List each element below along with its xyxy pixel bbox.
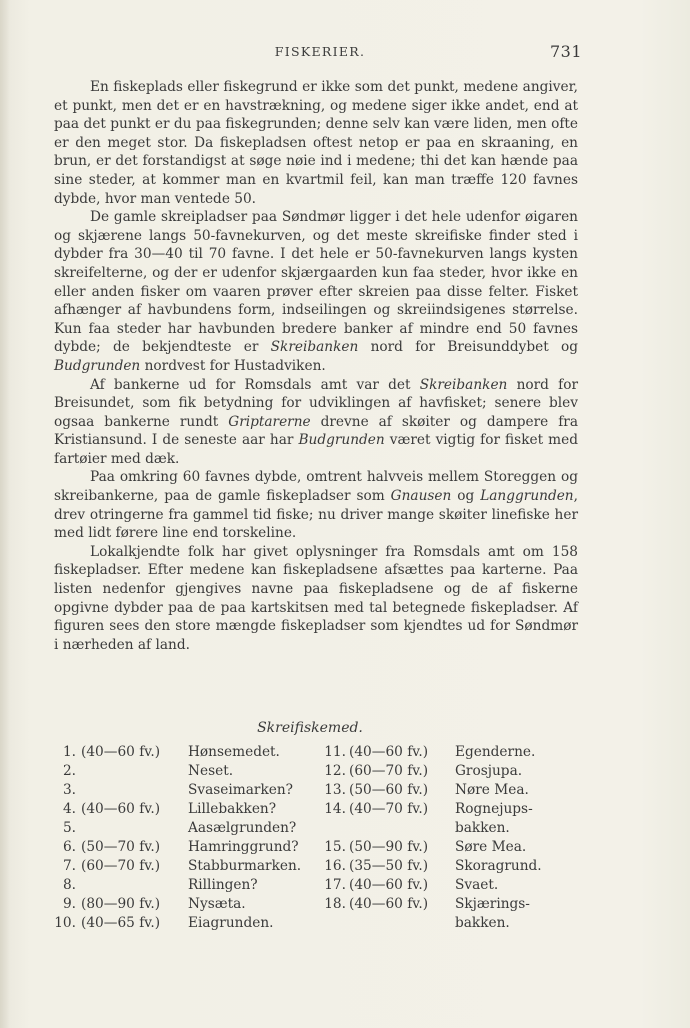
item-depth: (60—70 fv.)	[81, 858, 161, 874]
place-name-italic: Budgrunden	[298, 432, 385, 449]
item-name-line: Eiagrunden.	[188, 915, 274, 931]
item-number: 9.	[62, 896, 76, 912]
item-number: 5.	[62, 820, 76, 836]
item-name	[188, 743, 280, 762]
item-name-line: Nøre Mea.	[455, 782, 529, 798]
item-depth: (80—90 fv.)	[81, 896, 161, 912]
list-item	[312, 800, 602, 838]
item-name	[455, 781, 529, 800]
item-depth: (35—50 fv.)	[349, 858, 429, 874]
item-name	[188, 857, 301, 876]
item-name	[188, 838, 299, 857]
page-number: 731	[549, 42, 582, 61]
text-run: En fiskeplads eller fiskegrund er ikke som det punkt, medene angiver, et punkt, men det er en havstrækning, og medene siger ikke andet, end at paa det punkt er du paa fiskegrunden; denne selv kan være liden, men ofte er den meget stor. Da fiskepladsen oftest netop er paa en skraaning, en brun, er det forstandigst at søge nøie ind i medene; thi det kan hænde paa sine steder, at kommer man en kvartmil feil, kan man træffe 120 favnes dybde, hvor man ventede 50.	[54, 79, 578, 207]
text-run: Af bankerne ud for Romsdals amt var det	[90, 376, 420, 393]
item-name	[188, 876, 258, 895]
item-number: 17.	[324, 877, 346, 893]
item-name	[455, 876, 498, 895]
paragraph	[54, 376, 578, 469]
list-item	[50, 838, 320, 857]
item-number: 6.	[62, 839, 76, 855]
item-number: 11.	[324, 744, 346, 760]
list-item	[50, 762, 320, 781]
item-name	[455, 895, 530, 933]
item-number: 16.	[324, 858, 346, 874]
item-name-line: Egenderne.	[455, 744, 536, 760]
item-name-line: Rillingen?	[188, 877, 258, 893]
item-name-line: Hønsemedet.	[188, 744, 280, 760]
list-item	[50, 914, 320, 933]
item-name	[455, 762, 522, 781]
item-depth: (50—90 fv.)	[349, 839, 429, 855]
item-name	[455, 838, 526, 857]
item-name	[188, 914, 274, 933]
item-number: 4.	[62, 801, 76, 817]
paragraph	[54, 78, 578, 208]
item-name-line: Svaseimarken?	[188, 782, 294, 798]
item-number: 14.	[324, 801, 346, 817]
item-number: 18.	[324, 896, 346, 912]
text-run: været vigtig for fisket med fartøier med dæk.	[54, 432, 579, 467]
list-item	[50, 876, 320, 895]
place-name-italic: Griptarerne	[228, 413, 311, 430]
list-item	[50, 895, 320, 914]
place-name-italic: Skreibanken	[270, 339, 359, 356]
item-name	[188, 762, 233, 781]
item-number: 2.	[62, 763, 76, 779]
text-run: drevne af skøiter og dampere fra Kristiansund. I de seneste aar har	[54, 413, 578, 449]
item-name-line: Hamringgrund?	[188, 839, 299, 855]
item-name-line: Stabburmarken.	[188, 858, 302, 874]
item-depth: (40—70 fv.)	[349, 801, 429, 817]
item-name-line: Rognejups-	[455, 801, 533, 817]
item-name-line: bakken.	[455, 820, 510, 836]
list-item	[50, 819, 320, 838]
item-number: 7.	[62, 858, 76, 874]
item-name	[188, 781, 293, 800]
item-number: 1.	[62, 744, 76, 760]
text-run: Paa omkring 60 favnes dybde, omtrent halvveis mellem Storeggen og skreibankerne, paa de gamle fiskepladser som	[54, 469, 578, 505]
list-item	[50, 800, 320, 819]
item-name	[188, 819, 296, 838]
list-item	[50, 781, 320, 800]
text-run: , drev otringerne fra gammel tid fiske; nu driver mange skøiter linefiske her med lidt førere line end torskeline.	[54, 488, 578, 542]
text-run: nord for Breisundet, som fik betydning for udviklingen af havfisket; senere blev ogsaa bankerne rundt	[54, 376, 578, 430]
item-name-line: Aasælgrunden?	[188, 820, 297, 836]
list-item	[312, 743, 602, 762]
item-name-line: Skjærings-	[455, 896, 530, 912]
list-item	[312, 781, 602, 800]
item-name-line: Søre Mea.	[455, 839, 527, 855]
item-number: 15.	[324, 839, 346, 855]
item-name	[188, 800, 276, 819]
text-run: nord for Breisunddybet og	[358, 339, 578, 356]
list-column-right	[312, 743, 602, 933]
item-name	[455, 743, 535, 762]
body-text	[54, 78, 578, 654]
item-depth: (40—60 fv.)	[349, 896, 429, 912]
list-item	[50, 743, 320, 762]
item-number: 12.	[324, 763, 346, 779]
item-depth: (60—70 fv.)	[349, 763, 429, 779]
place-name-italic: Langgrunden	[480, 488, 574, 505]
item-depth: (40—60 fv.)	[349, 744, 429, 760]
list-column-left	[50, 743, 320, 933]
paragraph	[54, 468, 578, 542]
item-number: 8.	[62, 877, 76, 893]
item-name-line: bakken.	[455, 915, 510, 931]
item-depth: (50—60 fv.)	[349, 782, 429, 798]
item-name-line: Svaet.	[455, 877, 499, 893]
item-number: 13.	[324, 782, 346, 798]
list-item	[50, 857, 320, 876]
item-depth: (50—70 fv.)	[81, 839, 161, 855]
running-header	[0, 44, 690, 64]
place-name-italic: Budgrunden	[54, 357, 141, 374]
item-depth: (40—60 fv.)	[349, 877, 429, 893]
text-run: Lokalkjendte folk har givet oplysninger fra Romsdals amt om 158 fiskepladser. Efter medene kan fiskepladsene afsættes paa karterne. Paa listen nedenfor gjengives navne paa fiskepladsene og de af fiskerne opgivne dybder paa de paa kartskitsen med tal betegnede fiskepladser. Af figuren sees den store mængde fiskepladser som kjendtes ud for Søndmør i nærheden af land.	[54, 543, 578, 653]
place-name-italic: Skreibanken	[419, 376, 508, 393]
item-name	[455, 857, 542, 876]
item-name	[188, 895, 246, 914]
page-binding-shadow	[0, 0, 10, 1028]
item-depth: (40—65 fv.)	[81, 915, 161, 931]
place-name-italic: Gnausen	[390, 488, 452, 505]
text-run: De gamle skreipladser paa Søndmør ligger i det hele udenfor øigaren og skjærene langs 50-favnekurven, og det meste skreifiske finder sted i dybder fra 30—40 til 70 favne. I det hele er 50-favnekurven langs kysten skreifelterne, og der er udenfor skjærgaarden kun faa steder, hvor ikke en eller anden fisker om vaaren prøver efter skreien paa disse felter. Fisket afhænger af havbundens form, indseilingen og skreiindsigenes størrelse. Kun faa steder har havbunden bredere banker af mindre end 50 favnes dybde; de bekjendteste er	[54, 209, 578, 356]
item-number: 3.	[62, 782, 76, 798]
paragraph	[54, 543, 578, 655]
item-name-line: Neset.	[188, 763, 234, 779]
text-run: nordvest for Hustadviken.	[140, 357, 326, 374]
list-item	[312, 838, 602, 857]
item-name-line: Grosjupa.	[455, 763, 523, 779]
list-item	[312, 876, 602, 895]
list-item	[312, 762, 602, 781]
item-name-line: Nysæta.	[188, 896, 246, 912]
list-item	[312, 857, 602, 876]
list-item	[312, 895, 602, 933]
text-run: og	[451, 488, 481, 505]
running-title: FISKERIER.	[274, 44, 366, 59]
item-name	[455, 800, 533, 838]
paragraph	[54, 208, 578, 375]
item-number: 10.	[54, 915, 76, 931]
item-depth: (40—60 fv.)	[81, 801, 161, 817]
item-name-line: Lillebakken?	[188, 801, 277, 817]
item-depth: (40—60 fv.)	[81, 744, 161, 760]
section-title: Skreifiskemed.	[257, 720, 363, 736]
item-name-line: Skoragrund.	[455, 858, 542, 874]
